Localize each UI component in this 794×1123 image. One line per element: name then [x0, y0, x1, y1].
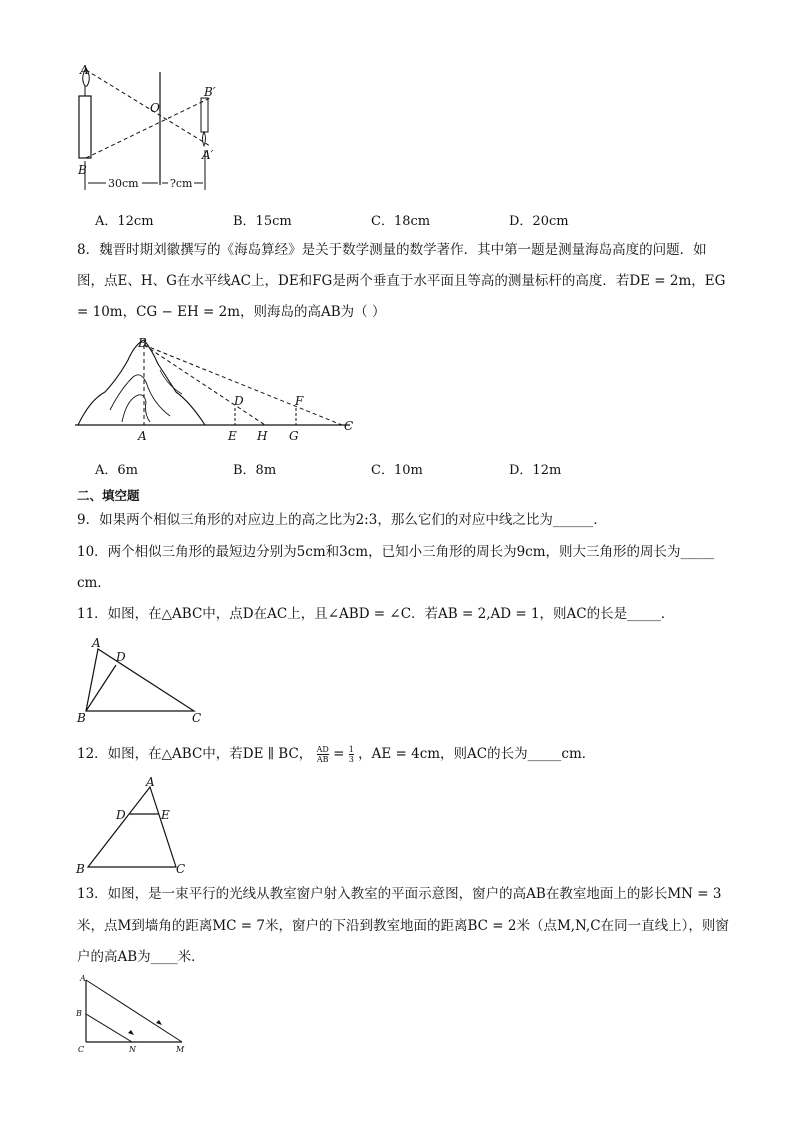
q7-choice-b: B．15cm [233, 214, 292, 229]
label-B: B [76, 1009, 82, 1018]
dimension-unknown: ?cm [170, 177, 193, 190]
q7-choice-d: D．20cm [509, 214, 569, 229]
q7-choices [95, 210, 647, 229]
q10-line2: cm． [77, 575, 111, 591]
label-B: B [138, 336, 147, 350]
label-E: E [161, 808, 170, 822]
q12-post: ，AE = 4cm，则AC的长为_____cm． [358, 746, 596, 762]
label-M: M [176, 1045, 185, 1054]
label-D: D [116, 650, 126, 664]
figure-q13-window-light [72, 972, 202, 1057]
label-E: E [228, 429, 237, 443]
q12-fraction-one-third [349, 745, 354, 764]
q13-line2: 米，点M到墙角的距离MC = 7米，窗户的下沿到教室地面的距离BC = 2米（点M,N,C在同一直线上），则窗 [77, 918, 729, 934]
label-B: B [77, 711, 86, 725]
q12-val-den: 3 [348, 755, 354, 764]
q10-line1: 10．两个相似三角形的最短边分别为5cm和3cm，已知小三角形的周长为9cm，则大三角形的周长为_____ [77, 544, 715, 560]
label-C: C [78, 1045, 85, 1054]
q8-choice-b: B．8m [233, 463, 277, 478]
q9-text: 9．如果两个相似三角形的对应边上的高之比为2:3，那么它们的对应中线之比为______． [77, 512, 607, 528]
q12-text [77, 745, 595, 764]
label-C: C [192, 711, 202, 725]
label-B: B [78, 163, 87, 177]
q8-choices [95, 459, 647, 478]
q8-choice-c: C．10m [371, 463, 423, 478]
label-D: D [116, 808, 126, 822]
q12-fraction-ad-ab [317, 745, 329, 764]
q13-line1: 13．如图，是一束平行的光线从教室窗户射入教室的平面示意图，窗户的高AB在教室地面上的影长MN = 3 [77, 886, 722, 902]
q12-pre: 12．如图，在△ABC中，若DE ∥ BC， [77, 746, 313, 762]
label-G: G [289, 429, 299, 443]
q8-line2: 图，点E、H、G在水平线AC上，DE和FG是两个垂直于水平面且等高的测量标杆的高度．若DE = 2m，EG [77, 273, 726, 289]
q12-frac-den: AB [316, 755, 329, 764]
label-B-prime: B′ [204, 85, 216, 99]
section-fill-in-blank: 二、填空题 [77, 488, 140, 503]
label-D: D [234, 394, 244, 408]
figure-q12-triangle [72, 775, 202, 875]
dimension-30cm: 30cm [108, 177, 139, 190]
label-A: A [146, 775, 155, 789]
label-O: O [150, 101, 160, 115]
q7-choice-c: C．18cm [371, 214, 431, 229]
label-A: A [80, 63, 89, 77]
label-N: N [129, 1045, 136, 1054]
label-A: A [138, 429, 147, 443]
label-A: A [80, 974, 86, 983]
q8-line1: 8．魏晋时期刘徽撰写的《海岛算经》是关于数学测量的数学著作．其中第一题是测量海岛高度的问题．如 [77, 242, 707, 258]
q7-choice-a: A．12cm [95, 214, 154, 229]
label-C: C [176, 862, 186, 876]
label-C: C [344, 419, 354, 433]
label-A-prime: A′ [202, 148, 214, 162]
figure-q11-triangle [72, 635, 212, 725]
label-F: F [295, 394, 304, 408]
figure-q7-candle-pinhole [70, 62, 230, 197]
figure-q8-island [70, 330, 370, 445]
q12-eq: = [333, 746, 345, 762]
q8-choice-a: A．6m [95, 463, 138, 478]
label-H: H [257, 429, 268, 443]
q8-choice-d: D．12m [509, 463, 562, 478]
q12-frac-num: AD [316, 745, 329, 754]
q12-val-num: 1 [348, 745, 354, 754]
q11-text: 11．如图，在△ABC中，点D在AC上，且∠ABD = ∠C．若AB = 2,AD = 1，则AC的长是_____． [77, 606, 675, 622]
label-A: A [92, 636, 101, 650]
label-B: B [76, 862, 85, 876]
q13-line3: 户的高AB为____米． [77, 949, 205, 965]
q8-line3: = 10m，CG − EH = 2m，则海岛的高AB为（ ） [77, 304, 386, 320]
